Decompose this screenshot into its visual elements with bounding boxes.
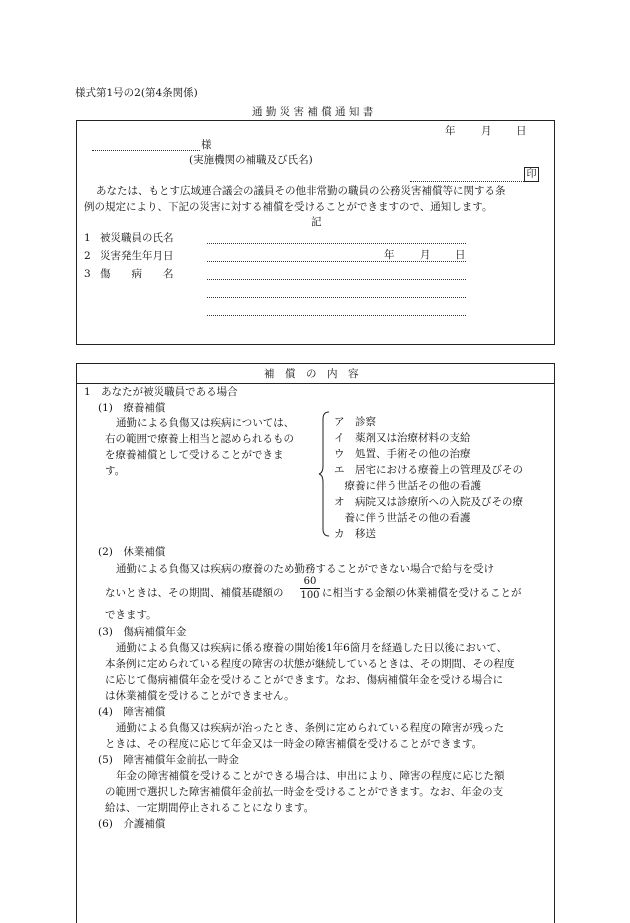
victim-name-line[interactable] bbox=[207, 243, 466, 244]
content-heading-divider bbox=[76, 383, 555, 384]
s2-line: 通勤による負傷又は疾病の療養のため勤務することができない場合で給与を受け bbox=[116, 563, 494, 575]
s1-right-item: 養に伴う世話その他の看護 bbox=[334, 512, 471, 524]
item-number: 3 bbox=[84, 268, 91, 280]
s1-left-line: 通勤による負傷又は疾病については、 bbox=[116, 417, 295, 429]
item-label-injury-name: 傷 病 名 bbox=[100, 268, 174, 280]
notice-body-line2: 例の規定により、下記の災害に対する補償を受けることができますので、通知します。 bbox=[84, 201, 493, 213]
s1-right-item: イ 薬剤又は治療材料の支給 bbox=[334, 432, 471, 444]
s1-right-item: ウ 処置、手術その他の治療 bbox=[334, 448, 471, 460]
s3-line: に応じて傷病補償年金を受けることができます。なお、傷病補償年金を受ける場合に bbox=[105, 674, 504, 686]
s1-right-item: カ 移送 bbox=[334, 528, 376, 540]
s1-left-line: す。 bbox=[105, 465, 126, 477]
s2-line: ないときは、その期間、補償基礎額の bbox=[105, 587, 284, 599]
s2-line: できます。 bbox=[105, 609, 157, 621]
issuer-caption: (実施機関の補職及び氏名) bbox=[189, 154, 313, 166]
item-number: 1 bbox=[84, 232, 91, 244]
notice-body-line1: あなたは、もとす広域連合議会の議員その他非常勤の職員の公務災害補償等に関する条 bbox=[96, 185, 506, 197]
date-year: 年 bbox=[445, 125, 456, 137]
left-brace-icon bbox=[318, 411, 332, 537]
s3-title: (3) 傷病補償年金 bbox=[98, 626, 187, 638]
fraction-60-100 bbox=[300, 576, 320, 601]
accident-date-month: 月 bbox=[420, 249, 431, 261]
accident-date-day: 日 bbox=[455, 249, 466, 261]
s1-right-item: オ 病院又は診療所への入院及びその療 bbox=[334, 496, 523, 508]
addressee-suffix: 様 bbox=[201, 139, 212, 151]
document-title: 通 勤 災 害 補 償 通 知 書 bbox=[252, 106, 374, 118]
date-day: 日 bbox=[516, 125, 527, 137]
s4-title: (4) 障害補償 bbox=[98, 706, 166, 718]
s5-line: の範囲で選択した障害補償年金前払一時金を受けることができます。なお、年金の支 bbox=[105, 786, 504, 798]
s6-title: (6) 介護補償 bbox=[98, 818, 166, 830]
injury-name-line-3[interactable] bbox=[207, 315, 466, 316]
item-label-victim-name: 被災職員の氏名 bbox=[100, 232, 174, 244]
s1-right-item: 療養に伴う世話その他の看護 bbox=[334, 480, 481, 492]
s1-right-item: エ 居宅における療養上の管理及びその bbox=[334, 464, 523, 476]
s1-left-line: を療養補償として受けることができま bbox=[105, 449, 284, 461]
s4-line: ときは、その程度に応じて年金又は一時金の障害補償を受けることができます。 bbox=[105, 738, 483, 750]
section-1-heading: 1 あなたが被災職員である場合 bbox=[84, 386, 238, 398]
fraction-bar bbox=[300, 588, 320, 589]
date-month: 月 bbox=[481, 125, 492, 137]
s3-line: 本条例に定められている程度の障害の状態が継続しているときは、その期間、その程度 bbox=[105, 658, 515, 670]
s5-title: (5) 障害補償年金前払一時金 bbox=[98, 754, 239, 766]
s2-title: (2) 休業補償 bbox=[98, 546, 166, 558]
item-number: 2 bbox=[84, 250, 91, 262]
injury-name-line-2[interactable] bbox=[207, 297, 466, 298]
s2-line: に相当する金額の休業補償を受けることが bbox=[322, 587, 522, 599]
fraction-numerator: 60 bbox=[303, 576, 317, 587]
accident-date-year: 年 bbox=[384, 249, 395, 261]
s1-left-line: 右の範囲で療養上相当と認められるもの bbox=[105, 433, 294, 445]
fraction-denominator: 100 bbox=[300, 590, 320, 601]
s1-right-item: ア 診察 bbox=[334, 416, 376, 428]
form-number: 様式第1号の2(第4条関係) bbox=[75, 87, 198, 99]
s1-title: (1) 療養補償 bbox=[98, 402, 166, 414]
s4-line: 通勤による負傷又は疾病が治ったとき、条例に定められている程度の障害が残った bbox=[116, 722, 505, 734]
addressee-line[interactable] bbox=[92, 150, 200, 151]
issuer-name-line[interactable] bbox=[410, 181, 524, 182]
s5-line: 年金の障害補償を受けることができる場合は、申出により、障害の程度に応じた額 bbox=[116, 770, 505, 782]
s5-line: 給は、一定期間停止されることになります。 bbox=[105, 802, 315, 814]
s3-line: 通勤による負傷又は疾病に係る療養の開始後1年6箇月を経過した日以後において、 bbox=[116, 642, 508, 654]
s3-line: は休業補償を受けることができません。 bbox=[105, 690, 295, 702]
seal-stamp: 印 bbox=[524, 167, 539, 182]
ki-heading: 記 bbox=[311, 216, 322, 228]
injury-name-line-1[interactable] bbox=[207, 279, 466, 280]
content-heading: 補 償 の 内 容 bbox=[264, 368, 359, 380]
item-label-accident-date: 災害発生年月日 bbox=[100, 250, 174, 262]
